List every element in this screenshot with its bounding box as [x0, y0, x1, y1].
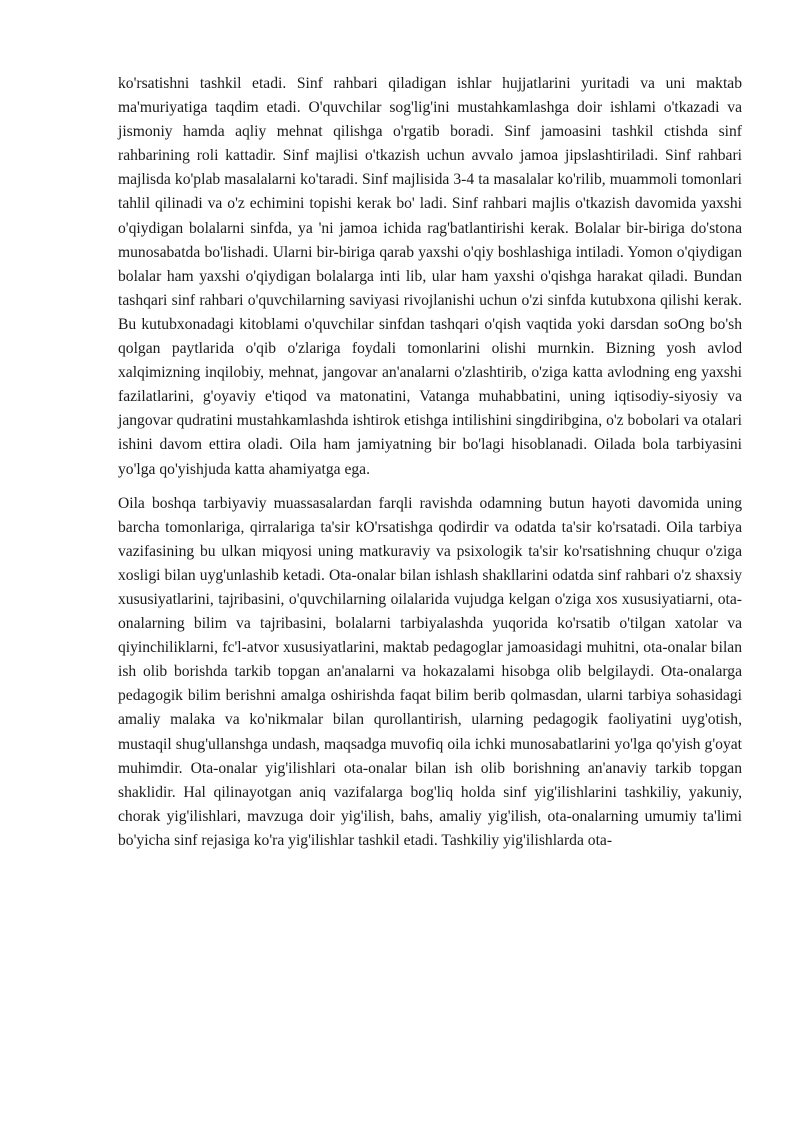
paragraph-family-upbringing: Oila boshqa tarbiyaviy muassasalardan farqli ravishda odamning butun hayoti davomida uning barcha tomonlariga, qirralariga ta'sir kO'rsatishga qodirdir va odatda ta'sir ko'rsatadi. Oila tarbiya vazifasining bu ulkan miqyosi uning matkuraviy va psixologik ta'sir ko'rsatishning chuqur o'ziga xosligi bilan uyg'unlashib ketadi. Ota-onalar bilan ishlash shakllarini odatda sinf rahbari o'z shaxsiy xususiyatlarini, tajribasini, o'quvchilarning oilalarida vujudga kelgan o'ziga xos xususiyatiarni, ota-onalarning bilim va tajribasini, bolalarni tarbiyalashda yuqorida ko'rsatib o'tilgan xatolar va qiyinchiliklarni, fc'l-atvor xususiyatlarini, maktab pedagoglar jamoasidagi muhitni, ota-onalar bilan ish olib borishda tarkib topgan an'analarni va hokazalami hisobga olib belgilaydi. Ota-onalarga pedagogik bilim berishni amalga oshirishda faqat bilim berib qolmasdan, ularni tarbiya sohasidagi amaliy malaka va ko'nikmalar bilan qurollantirish, ularning pedagogik faoliyatini uyg'otish, mustaqil shug'ullanshga undash, maqsadga muvofiq oila ichki munosabatlarini yo'lga qo'yish g'oyat muhimdir. Ota-onalar yig'ilishlari ota-onalar bilan ish olib borishning an'anaviy tarkib topgan shaklidir. Hal qilinayotgan aniq vazifalarga bog'liq holda sinf yig'ilishlarini tashkiliy, yakuniy, chorak yig'ilishlari, mavzuga doir yig'ilish, bahs, amaliy yig'ilish, ota-onalarning umumiy ta'limi bo'yicha sinf rejasiga ko'ra yig'ilishlar tashkil etadi. Tashkiliy yig'ilishlarda ota- — [118, 494, 742, 849]
paragraph-class-leader-duties: ko'rsatishni tashkil etadi. Sinf rahbari qiladigan ishlar hujjatlarini yuritadi va uni maktab ma'muriyatiga taqdim etadi. O'quvchilar sog'lig'ini mustahkamlashga doir ishlami o'tkazadi va jismoniy hamda aqliy mehnat qilishga o'rgatib boradi. Sinf jamoasini tashkil ctishda sinf rahbarining roli kattadir. Sinf majlisi o'tkazish uchun avvalo jamoa jipslashtiriladi. Sinf rahbari majlisda ko'plab masalalarni ko'taradi. Sinf majlisida 3-4 ta masalalar ko'rilib, muammoli tomonlari tahlil qilinadi va o'z echimini topishi kerak bo' ladi. Sinf rahbari majlis o'tkazish davomida yaxshi o'qiydigan bolalarni sinfda, ya 'ni jamoa ichida rag'batlantirishi kerak. Bolalar bir-biriga do'stona munosabatda bo'lishadi. Ularni bir-biriga qarab yaxshi o'qiy boshlashiga intiladi. Yomon o'qiydigan bolalar ham yaxshi o'qiydigan bolalarga inti lib, ular ham yaxshi o'qishga harakat qiladi. Bundan tashqari sinf rahbari o'quvchilarning saviyasi rivojlanishi uchun o'zi sinfda kutubxona qilishi kerak. Bu kutubxonadagi kitoblami o'quvchilar sinfdan tashqari o'qish vaqtida yoki darsdan soOng bo'sh qolgan paytlarida o'qib o'zlariga foydali tomonlarini olishi murnkin. Bizning yosh avlod xalqimizning inqilobiy, mehnat, jangovar an'analarni o'zlashtirib, o'ziga katta avlodning eng yaxshi fazilatlarini, g'oyaviy e'tiqod va matonatini, Vatanga muhabbatini, uning iqtisodiy-siyosiy va jangovar qudratini mustahkamlashda ishtirok etishga intilishini singdiribgina, o'z bobolari va otalari ishini davom ettira oladi. Oila ham jamiyatning bir bo'lagi hisoblanadi. Oilada bola tarbiyasini yo'lga qo'yishjuda katta ahamiyatga ega. — [118, 75, 742, 478]
document-page — [118, 72, 742, 853]
